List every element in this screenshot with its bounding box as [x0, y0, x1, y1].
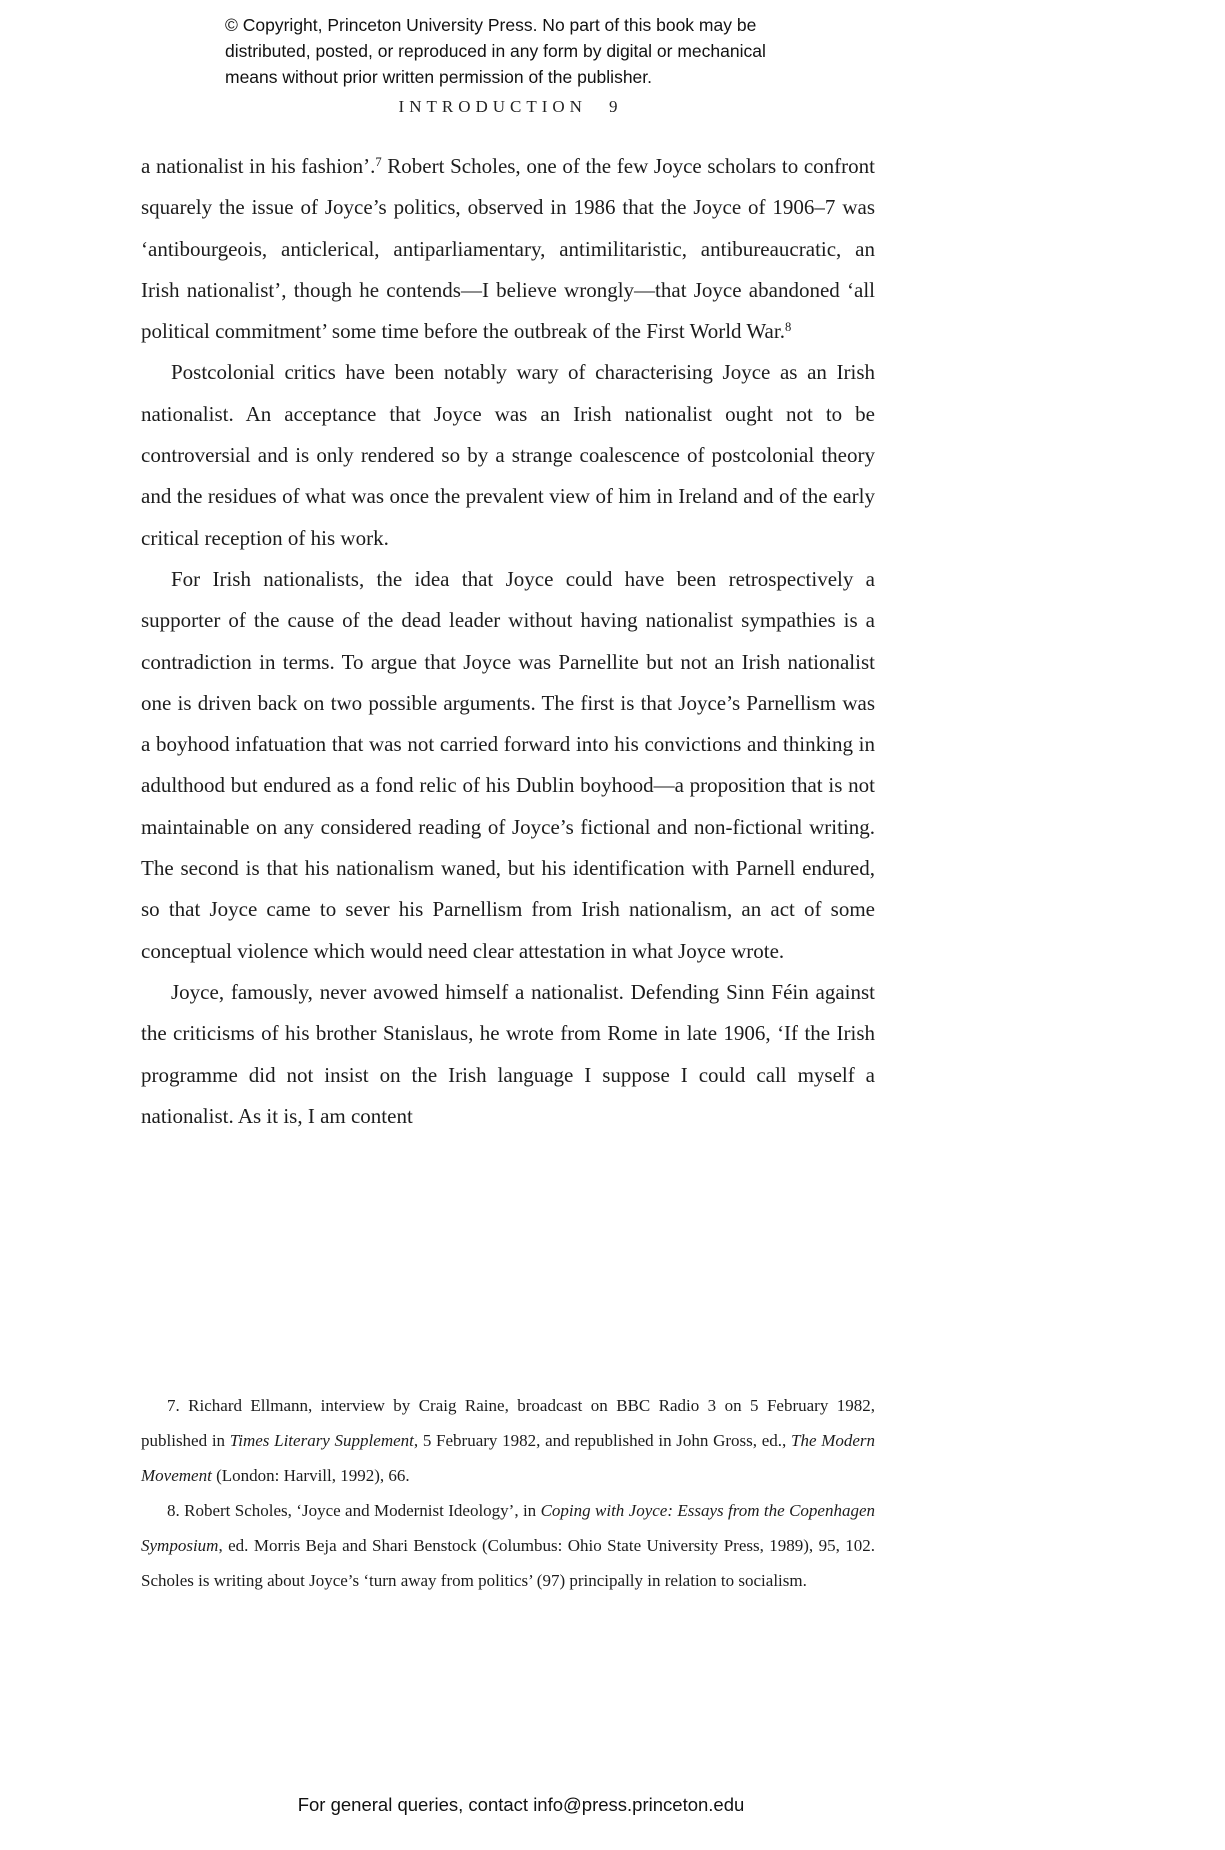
paragraph: For Irish nationalists, the idea that Joyce could have been retrospectively a supporter of the cause of the dead leader without having nationalist sympathies is a contradiction in terms. To argue that Joyce was Parnellite but not an Irish nationalist one is driven back on two possible arguments. The first is that Joyce’s Parnellism was a boyhood infatuation that was not carried forward into his convictions and thinking in adulthood but endured as a fond relic of his Dublin boyhood—a proposition that is not maintainable on any considered reading of Joyce’s fictional and non-fictional writing. The second is that his nationalism waned, but his identification with Parnell endured, so that Joyce came to sever his Parnellism from Irish nationalism, an act of some conceptual violence which would need clear attestation in what Joyce wrote. — [141, 566, 875, 963]
footnote: 8. Robert Scholes, ‘Joyce and Modernist Ideology’, in Coping with Joyce: Essays from the Copenhagen Symposium, ed. Morris Beja and Shari Benstock (Columbus: Ohio State University Press, 1989), 95, 102. Scholes is writing about Joyce’s ‘turn away from politics’ (97) principally in relation to socialism. — [141, 1501, 875, 1590]
contact-text: For general queries, contact info@press.princeton.edu — [297, 1794, 745, 1815]
copyright-notice — [225, 12, 766, 90]
chapter-title: INTRODUCTION — [398, 97, 587, 116]
footnotes — [141, 1388, 875, 1598]
copyright-line: distributed, posted, or reproduced in any form by digital or mechanical — [225, 41, 766, 61]
footnote: 7. Richard Ellmann, interview by Craig Raine, broadcast on BBC Radio 3 on 5 February 1982, published in Times Literary Supplement, 5 February 1982, and republished in John Gross, ed., The Modern Movement (London: Harvill, 1992), 66. — [141, 1396, 876, 1485]
running-header — [141, 97, 875, 117]
paragraph: a nationalist in his fashion’.$^7$ Robert Scholes, one of the few Joyce scholars to confront squarely the issue of Joyce’s politics, observed in 1986 that the Joyce of 1906–7 was ‘antibourgeois, anticlerical, antiparliamentary, antimilitaristic, antibureaucratic, an Irish nationalist’, though he contends—I believe wrongly—that Joyce abandoned ‘all political commitment’ some time before the outbreak of the First World War.$^8$ — [141, 154, 875, 344]
paragraph: Joyce, famously, never avowed himself a nationalist. Defending Sinn Féin against the criticisms of his brother Stanislaus, he wrote from Rome in late 1906, ‘If the Irish programme did not insist on the Irish language I suppose I could call myself a nationalist. As it is, I am content — [141, 979, 875, 1128]
page-number: 9 — [608, 97, 618, 116]
body-text — [141, 146, 875, 1137]
copyright-line: © Copyright, Princeton University Press. No part of this book may be — [225, 15, 757, 35]
paragraph: Postcolonial critics have been notably wary of characterising Joyce as an Irish nationalist. An acceptance that Joyce was an Irish nationalist ought not to be controversial and is only rendered so by a strange coalescence of postcolonial theory and the residues of what was once the prevalent view of him in Ireland and of the early critical reception of his work. — [141, 360, 875, 550]
copyright-line: means without prior written permission of the publisher. — [225, 67, 653, 87]
page-footer — [141, 1794, 901, 1816]
